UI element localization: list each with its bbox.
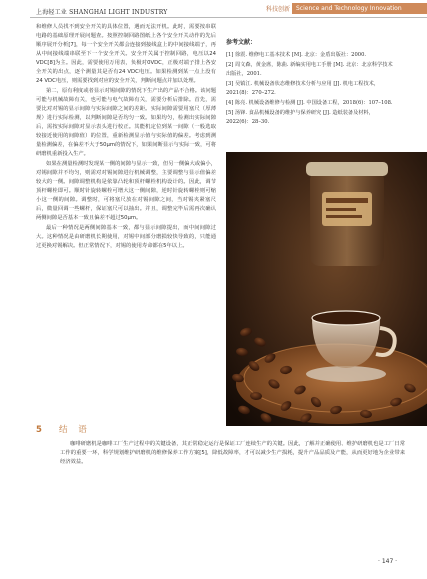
reference-item: [4] 陈亮. 机械设备维修与检测 [J]. 中国设备工程，2018(6)：107–108. bbox=[226, 100, 393, 106]
page-number: · 147 · bbox=[378, 558, 398, 565]
page-header bbox=[0, 0, 427, 22]
section-banner-label: Science and Technology Innovation bbox=[296, 5, 402, 12]
body-paragraph: 和维修人员找不到安全开关的具体位置，遇而无法开机。此时，需要按串联电路的基础原理开展问题查。按照控制回路图纸上各个安全开关动作的先后顺序展开分析[7]，每一个安全开关都会连接到接线盒上的中间接线端子，再从中间接线端串联至下一个安全开关。安全开关属于控制回路，电压以24 VDC[8]为主。因此，需要使用万用表，负极对0VDC，正极对端子排上各安全开关的出点，逐个测量其是否有24 VDC电压。如果检测到某一点上没有24 VDC电压，则需要找到对应的安全开关，判断问题点并加以处理。 bbox=[36, 24, 216, 84]
left-column bbox=[36, 23, 216, 252]
section-title: 结 语 bbox=[59, 425, 91, 435]
body-paragraph: 如果在测量检测时发现某一侧的间隙与显示一致，但另一侧偏大或偏小，对锡间隙并不均匀，则需对对锡间隙进行机械调整，主要调整与显示值偏差较大的一侧。间隙调整机构是依靠凸轮和顶杆螺栓机构设计的。因此，调节顶杆螺栓即可。顺时针旋转螺栓可增大这一侧间隙，逆时针旋转螺栓则可缩小这一侧的间隙。调整时，可将塞尺放在对锡间隙之间，当对锡夹紧塞尺后，微量回调一些螺杆，保证塞尺可以抽出。并且，调整完毕后需再次确认两侧间隙是否基本一致且偏差不超过50μm。 bbox=[36, 161, 216, 221]
jar-shape bbox=[306, 162, 388, 266]
body-paragraph: 第二，原有利度或者显示对锡间隙的情况下生产出的产品不合格。该问题可能与机械故障有关，也可能与电气故障有关，需要分析后排除。首先，需要比对对锡的显示间隙与实际间隙之间的差距。实际间隙需要用塞尺（厚薄规）进行实际检测，以判断间隙是否均匀一致。如果均匀，检测出实际间隙后，需按实际间隙对显示表头进行校正。其能机定位到某一间隙（一般选取较接近使用的间隙值）的位置，重新检测显示值与实际值的偏差。考虑到测量检测偏差，在偏差不大于50μm的情况下，如果间断显示与实际一致，可将研磨机重新投入生产。 bbox=[36, 88, 216, 157]
coffee-photo bbox=[226, 152, 427, 426]
reference-item: [2] 周文森，黄金席，陈曲. 新编实用电工手册 [M]. 北京：北京科学技术出版社，2001. bbox=[226, 62, 393, 77]
conclusion-paragraph: 咖啡研磨机是咖啡工厂生产过程中的关键设备，其正常稳定运行是保证工厂连续生产的关键。因此，了解并正确使用、维护研磨机也是工厂日常工作的重要一环，科学规划维护研磨机的维修保养工作方案[5]，降低故障率，才可以减少生产损耗，提升产品品质及产能，从而更好地为企业带来经济效益。 bbox=[60, 441, 405, 465]
reference-item: [1] 徐震. 维修电工基本技术 [M]. 北京：金盾出版社：2000. bbox=[226, 52, 367, 58]
body-paragraph: 最后一种情况是两侧间隙基本一致，都与显示间隙提出，而中间间隙过大。这种情况是由研磨机长期使用，对锡中间部分磨损较快导致的，只能通过更换对锡解决。但正常情况下，对锡的使用寿命都在5年以上。 bbox=[36, 225, 216, 249]
section-number: 5 bbox=[36, 425, 42, 435]
reference-item: [3] 吴镇江. 机械设备状态维修技术分析与应用 [J]. 机电工程技术，2021(8)：270–272. bbox=[226, 81, 380, 96]
reference-item: [5] 汤锋. 食品机械设备的维护与保养研究 [J]. 造纸装备及材料，2022(6)：28–30. bbox=[226, 110, 374, 125]
section-banner bbox=[292, 3, 427, 14]
journal-name: 上海轻工业 SHANGHAI LIGHT INDUSTRY bbox=[36, 9, 168, 16]
header-rule bbox=[30, 17, 427, 18]
references bbox=[226, 38, 396, 128]
section-tag: 科技创新 bbox=[266, 6, 291, 13]
conclusion bbox=[60, 440, 405, 467]
section-heading bbox=[36, 417, 216, 435]
references-title: 参考文献： bbox=[226, 39, 257, 46]
